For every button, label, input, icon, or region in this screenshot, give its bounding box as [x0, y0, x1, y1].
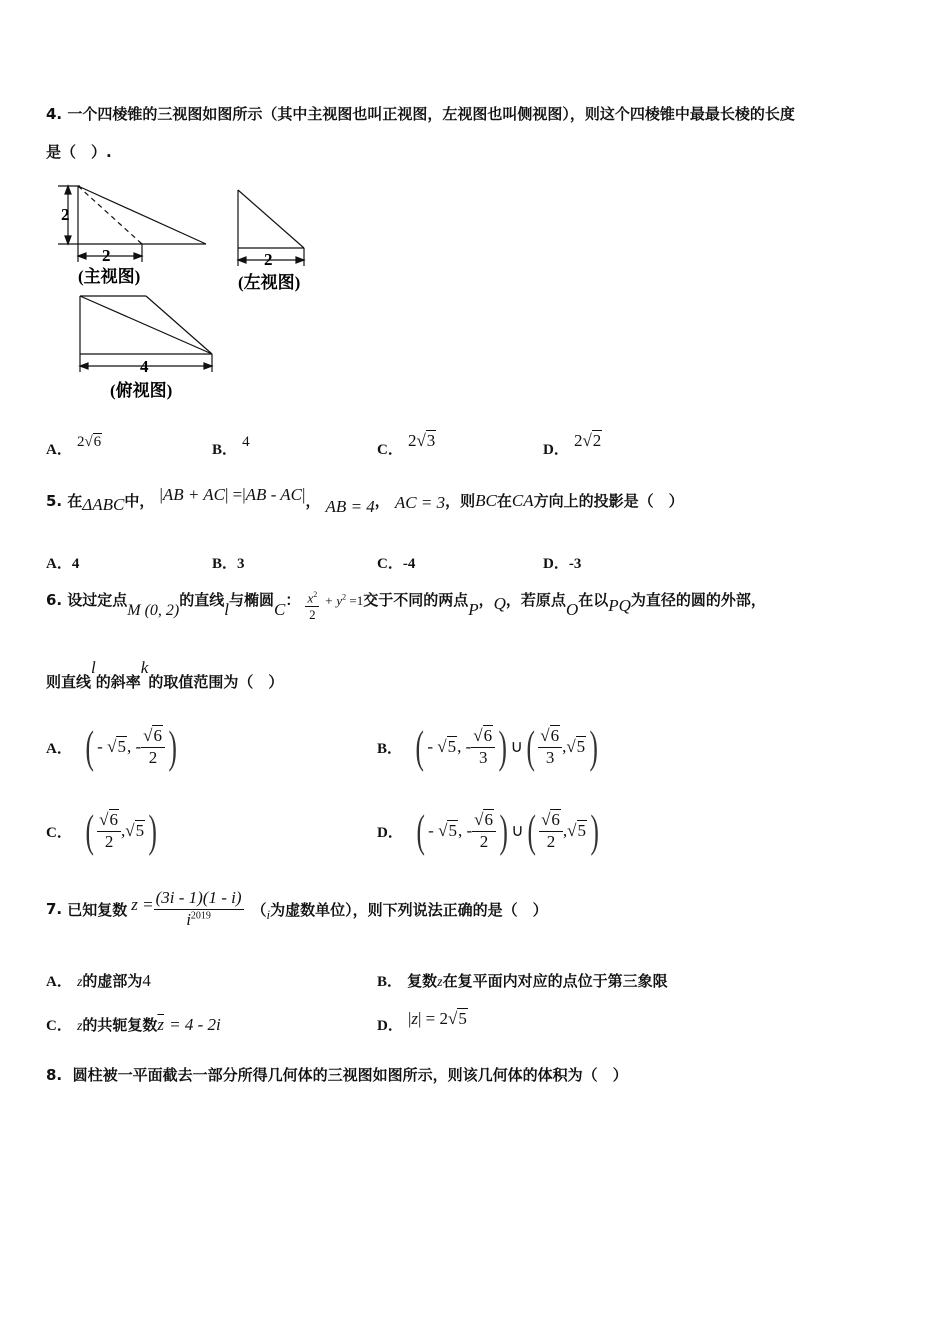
- q5-option-a[interactable]: A．4: [46, 556, 80, 572]
- q6-stem-line2: 则直线l的斜率k的取值范围为（ ）: [46, 658, 284, 691]
- q4-option-d[interactable]: D． 2√2: [543, 431, 602, 458]
- q7-stem: 7. 已知复数 z = $\frac{(3i - 1)(1 - i)}{i^{2019}}$ （ i 为虚数单位），则下列说法正确的是（ ）: [46, 888, 548, 929]
- front-view: [58, 186, 206, 262]
- top-dim-w: 4: [140, 357, 149, 376]
- q4-option-b[interactable]: B． 4: [212, 434, 250, 458]
- side-caption: (左视图): [238, 273, 301, 292]
- q4-text-line1: 一个四棱锥的三视图如图所示（其中主视图也叫正视图，左视图也叫侧视图），则这个四棱锥中最最长棱的长度: [67, 105, 795, 123]
- q8-stem: 8. 圆柱被一平面截去一部分所得几何体的三视图如图所示，则该几何体的体积为（ ）: [46, 1066, 628, 1084]
- q6-option-c[interactable]: C． ( $\frac{√6}{2}$ ,√5 ): [46, 805, 157, 856]
- q7-option-d[interactable]: D． |z| = 2√5: [377, 1009, 467, 1034]
- q4-option-a[interactable]: A． 2√6: [46, 434, 102, 458]
- q4-three-view-figure: [50, 178, 320, 403]
- q4-option-c[interactable]: C． 2√3: [377, 431, 436, 458]
- side-dim-w: 2: [264, 250, 273, 269]
- q4-line1: [46, 103, 795, 124]
- front-dim-w: 2: [102, 246, 111, 265]
- q7-option-a[interactable]: A． z的虚部为4: [46, 971, 151, 990]
- q6-option-d[interactable]: D． ( - √5, - $\frac{√6}{2}$ ) ∪ ( $\frac{√6}{2}$ ,√5 ): [377, 805, 599, 856]
- q5-option-b[interactable]: B．3: [212, 556, 245, 572]
- q4-text-line2: 是（ ）.: [46, 143, 112, 161]
- top-caption: (俯视图): [110, 381, 173, 400]
- front-caption: (主视图): [78, 267, 141, 286]
- triangle-abc: ΔABC: [82, 495, 125, 514]
- q5-option-c[interactable]: C．-4: [377, 556, 416, 572]
- q6-option-b[interactable]: B． ( - √5, - $\frac{√6}{3}$ ) ∪ ( $\frac{√6}{3}$ ,√5 ): [377, 721, 599, 772]
- q4-number: 4.: [46, 105, 63, 123]
- q6-stem-line1: 6. 设过定点M (0, 2)的直线l与椭圆C： $\frac{x^2}{2}$ + $y^2 =1$交于不同的两点P，Q，若原点O在以PQ为直径的圆的外部，: [46, 590, 766, 622]
- q6-option-a[interactable]: A． ( - √5, - $\frac{√6}{2}$ ): [46, 721, 177, 772]
- q7-option-c[interactable]: C． z的共轭复数$\overline{z} = 4 - 2i$: [46, 1015, 221, 1034]
- q5-option-d[interactable]: D．-3: [543, 556, 582, 572]
- q7-option-b[interactable]: B． 复数z在复平面内对应的点位于第三象限: [377, 972, 668, 990]
- front-dim-h: 2: [61, 205, 70, 224]
- q5-stem: 5. 在ΔABC中， |AB + AC| =|AB - AC|， AB = 4， AC = 3，则BC在CA方向上的投影是（ ）: [46, 485, 684, 516]
